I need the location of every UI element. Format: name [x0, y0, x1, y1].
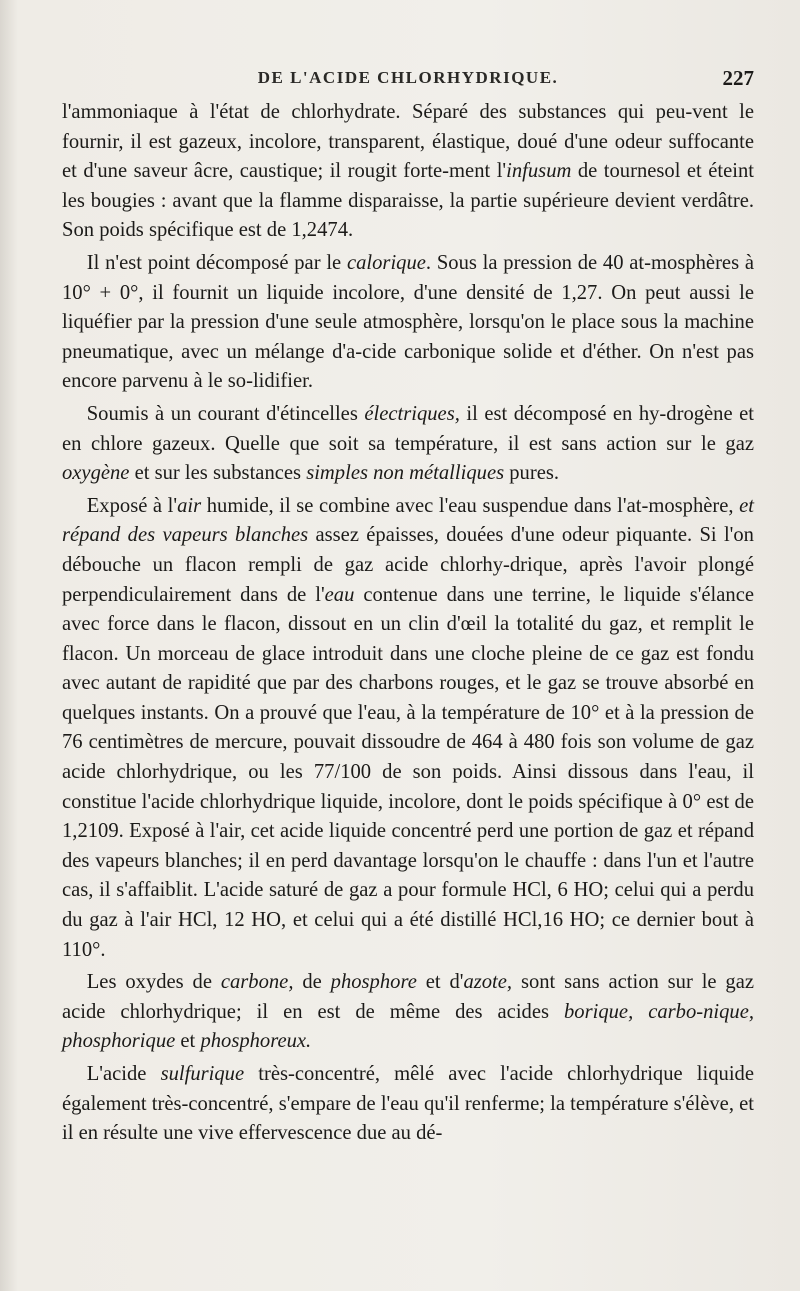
text-run: et d': [416, 971, 464, 994]
text-run: Les oxydes de: [86, 971, 221, 994]
italic-run: sulfurique: [160, 1063, 245, 1085]
paragraph-6: [62, 1060, 754, 1149]
text-run: Il n'est point décomposé par le: [86, 251, 347, 274]
text-run: sont sans action sur le gaz acide chlorhydrique; il en est de même des acides: [62, 971, 754, 1023]
italic-run: carbone,: [220, 971, 294, 994]
italic-run: simples non métalliques: [306, 462, 505, 485]
text-run: l'ammoniaque à l'état de chlorhydrate. Séparé des substances qui peu-vent le fournir, il est gazeux, incolore, transparent, élastique, doué d'une odeur suffocante et d'une saveur âcre, caustique; il rougit forte-ment l': [62, 101, 754, 183]
text-run: contenue dans une terrine, le liquide s'élance avec force dans le flacon, dissout en un clin d'œil la totalité du gaz, et remplit le flacon. Un morceau de glace introduit dans une cloche pleine de ce gaz est fondu avec autant de rapidité que par des charbons rouges, et le gaz se trouve absorbé en quelques instants. On a prouvé que l'eau, à la température de 10° et à la pression de 76 centimètres de mercure, pouvait dissoudre de 464 à 480 fois son volume de gaz acide chlorhydrique, ou les 77/100 de son poids. Ainsi dissous dans l'eau, il constitue l'acide chlorhydrique liquide, incolore, dont le poids spécifique à 0° est de 1,2109. Exposé à l'air, cet acide liquide concentré perd une portion de gaz et répand des vapeurs blanches; il en perd davantage lorsqu'on le chauffe : dans l'un et l'autre cas, il s'affaiblit. L'acide saturé de gaz a pour formule HCl, 6 HO; celui qui a perdu du gaz à l'air HCl, 12 HO, et celui qui a été distillé HCl,16 HO; ce dernier bout à 110°.: [62, 583, 754, 961]
paragraph-5: [62, 968, 754, 1057]
text-run: et: [175, 1030, 201, 1053]
text-run: et sur les substances: [129, 462, 307, 485]
text-run: . Sous la pression de 40 at-mosphères à 10° + 0°, il fournit un liquide incolore, d'une densité de 1,27. On peut aussi le liquéfier par la pression d'une seule atmosphère, lorsqu'on le place sous la machine pneumatique, avec un mélange d'a-cide carbonique solide et d'éther. On n'est pas encore parvenu à le so-lidifier.: [62, 251, 754, 393]
italic-run: phosphoreux.: [200, 1030, 312, 1053]
text-run: Exposé à l': [86, 494, 178, 517]
italic-run: borique, carbo-nique, phosphorique: [62, 1000, 755, 1053]
text-run: de: [293, 971, 331, 994]
text-run: pures.: [504, 462, 560, 485]
text-run: L'acide: [86, 1063, 161, 1085]
italic-run: azote,: [463, 971, 513, 994]
italic-run: infusum: [506, 160, 572, 183]
italic-run: phosphore: [330, 971, 417, 994]
text-run: il est décomposé en hy-drogène et en chlore gazeux. Quelle que soit sa température, il est sans action sur le gaz: [62, 402, 754, 455]
paragraph-3: [62, 400, 754, 489]
text-run: très-concentré, mêlé avec l'acide chlorhydrique liquide également très-concentré, s'empare de l'eau qu'il renferme; la température s'élève, et il en résulte une vive effervescence due au dé-: [62, 1063, 754, 1145]
page-header: [62, 68, 754, 98]
italic-run: oxygène: [62, 462, 130, 485]
text-run: humide, il se combine avec l'eau suspendue dans l'at-mosphère,: [201, 494, 740, 517]
italic-run: et répand des vapeurs blanches: [62, 494, 754, 547]
italic-run: électriques,: [364, 402, 460, 425]
italic-run: air: [177, 494, 202, 517]
running-head: DE L'ACIDE CHLORHYDRIQUE.: [257, 68, 559, 87]
paragraph-2: [62, 249, 754, 397]
italic-run: calorique: [346, 251, 426, 274]
paragraph-1: [62, 98, 754, 246]
page-number: 227: [722, 66, 754, 90]
text-run: assez épaisses, douées d'une odeur piquante. Si l'on débouche un flacon rempli de gaz acide chlorhy-drique, après l'avoir plongé perpendiculairement dans de l': [62, 524, 754, 606]
body-text: [62, 98, 754, 1149]
italic-run: eau: [324, 583, 355, 606]
paragraph-4: [62, 492, 754, 966]
text-run: Soumis à un courant d'étincelles: [86, 402, 365, 425]
text-run: de tournesol et éteint les bougies : avant que la flamme disparaisse, la partie supérieure devient verdâtre. Son poids spécifique est de 1,2474.: [62, 160, 755, 242]
